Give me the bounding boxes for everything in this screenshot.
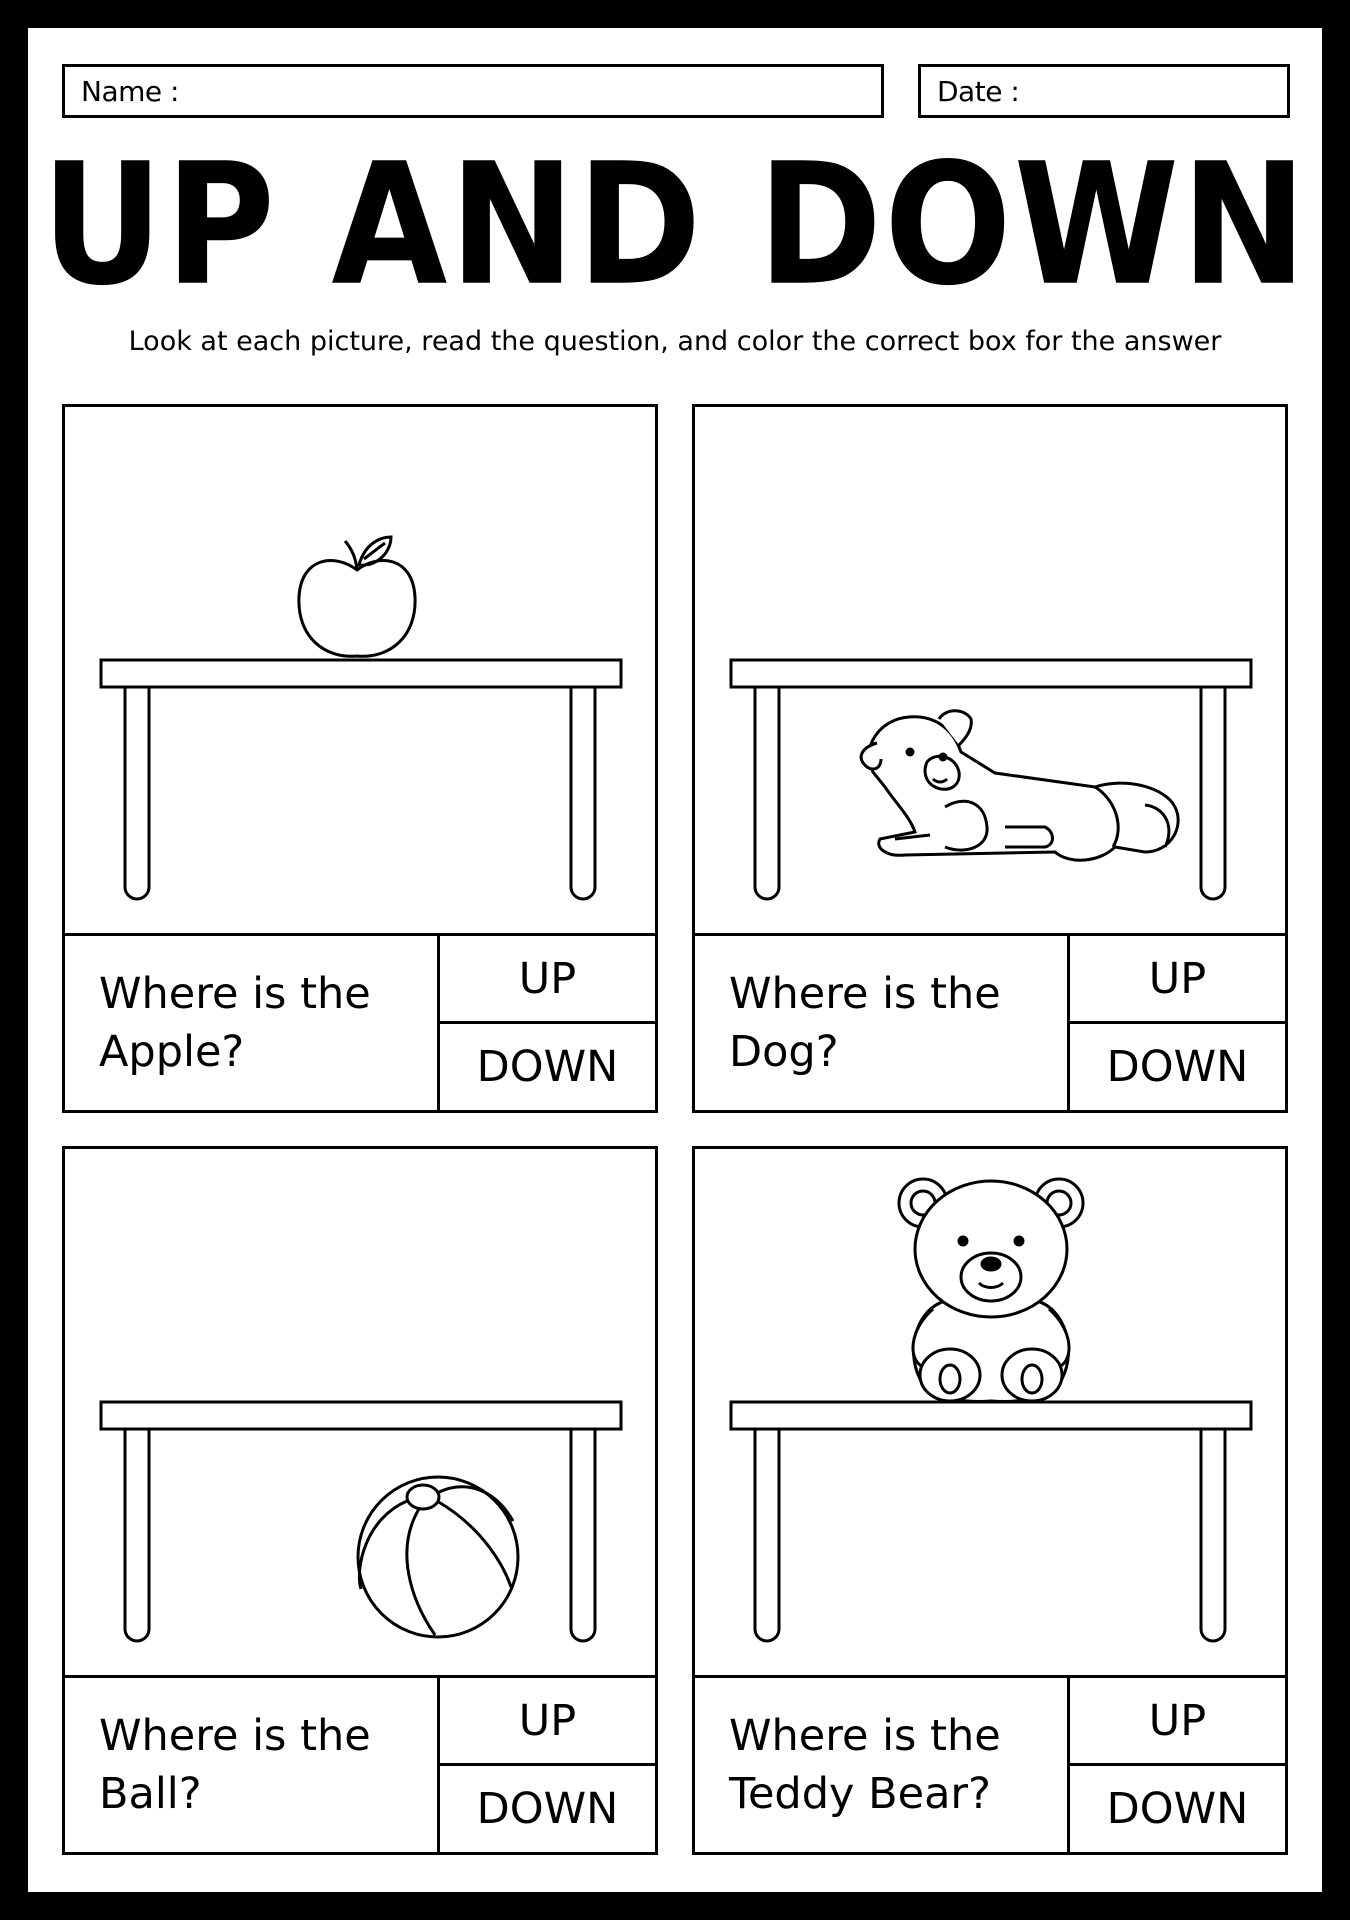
picture-scene — [65, 1149, 655, 1675]
page-title: UP AND DOWN — [41, 128, 1309, 324]
table-icon — [101, 1402, 621, 1641]
question-line-1: Where is the — [99, 1711, 371, 1761]
instructions-text: Look at each picture, read the question, and color the correct box for the answer — [128, 326, 1222, 357]
answer-options — [437, 936, 655, 1110]
question-card-ball — [62, 1146, 658, 1855]
question-card-dog — [692, 404, 1288, 1113]
date-field[interactable] — [918, 64, 1290, 118]
question-line-2: Dog? — [729, 1027, 839, 1077]
question-line-2: Teddy Bear? — [729, 1769, 991, 1819]
down-answer-box[interactable]: DOWN — [1106, 1042, 1249, 1092]
answer-row — [695, 933, 1285, 1110]
down-answer-box[interactable]: DOWN — [476, 1784, 619, 1834]
table-icon — [101, 660, 621, 899]
down-answer-box[interactable]: DOWN — [476, 1042, 619, 1092]
question-line-1: Where is the — [729, 969, 1001, 1019]
question-card-apple — [62, 404, 658, 1113]
picture-scene — [695, 407, 1285, 933]
down-answer-box[interactable]: DOWN — [1106, 1784, 1249, 1834]
answer-row — [65, 1675, 655, 1852]
name-field[interactable] — [62, 64, 884, 118]
answer-options — [1067, 936, 1285, 1110]
question-text — [99, 936, 429, 1110]
up-answer-box[interactable]: UP — [440, 1678, 655, 1766]
picture-scene — [695, 1149, 1285, 1675]
dog-icon — [861, 711, 1178, 860]
up-answer-box[interactable]: UP — [440, 936, 655, 1024]
up-answer-box[interactable]: UP — [1070, 1678, 1285, 1766]
question-line-2: Apple? — [99, 1027, 245, 1077]
ball-icon — [358, 1477, 518, 1637]
answer-options — [437, 1678, 655, 1852]
apple-icon — [299, 537, 415, 656]
table-icon — [731, 1402, 1251, 1641]
up-answer-box[interactable]: UP — [1070, 936, 1285, 1024]
question-card-teddy-bear — [692, 1146, 1288, 1855]
teddy-bear-icon — [899, 1179, 1083, 1401]
question-text — [729, 1678, 1059, 1852]
picture-scene — [65, 407, 655, 933]
answer-row — [695, 1675, 1285, 1852]
question-line-2: Ball? — [99, 1769, 202, 1819]
question-line-1: Where is the — [99, 969, 371, 1019]
date-label: Date : — [937, 74, 1020, 108]
answer-options — [1067, 1678, 1285, 1852]
answer-row — [65, 933, 655, 1110]
name-label: Name : — [81, 74, 179, 108]
question-text — [99, 1678, 429, 1852]
question-line-1: Where is the — [729, 1711, 1001, 1761]
worksheet-page — [28, 28, 1322, 1892]
question-text — [729, 936, 1059, 1110]
